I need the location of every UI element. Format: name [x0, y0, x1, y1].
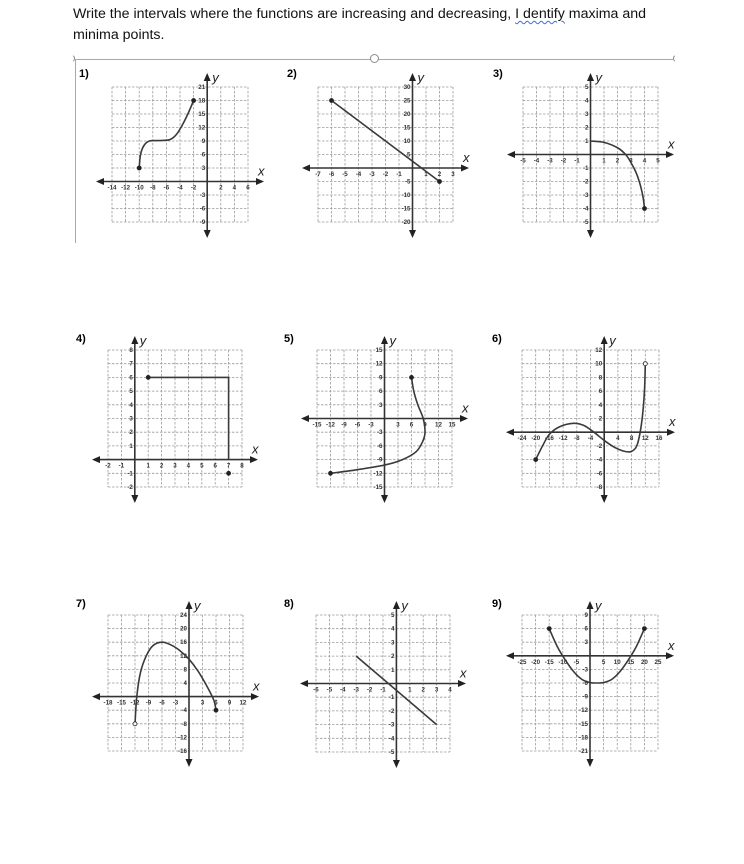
svg-text:3: 3	[451, 171, 455, 178]
coordinate-graph-6	[502, 330, 679, 513]
closed-endpoint	[227, 471, 231, 475]
svg-text:6: 6	[379, 388, 383, 396]
closed-endpoint	[146, 375, 150, 379]
arrow-right-icon	[461, 165, 469, 172]
svg-text:-9: -9	[145, 699, 152, 707]
svg-text:2: 2	[159, 462, 164, 470]
svg-text:1: 1	[602, 157, 606, 165]
svg-text:30: 30	[403, 84, 411, 91]
svg-text:3: 3	[129, 415, 133, 423]
arrow-right-icon	[667, 429, 675, 436]
svg-text:-3: -3	[582, 192, 589, 199]
svg-text:4: 4	[129, 401, 133, 409]
x-axis-label: x	[669, 414, 676, 430]
svg-text:-4: -4	[181, 707, 187, 715]
svg-text:8: 8	[598, 374, 603, 382]
arrow-down-icon	[601, 495, 608, 503]
svg-text:9: 9	[379, 374, 383, 382]
axes	[301, 333, 469, 503]
instructions-line-1	[73, 4, 693, 25]
svg-text:12: 12	[198, 124, 206, 132]
svg-text:8: 8	[183, 666, 187, 674]
arrow-down-icon	[131, 495, 138, 503]
svg-text:-12: -12	[326, 421, 335, 429]
svg-text:-2: -2	[388, 707, 395, 715]
svg-text:-12: -12	[130, 699, 140, 707]
svg-text:-3: -3	[582, 666, 588, 674]
svg-text:-15: -15	[579, 720, 588, 728]
svg-text:6: 6	[129, 374, 133, 382]
axes	[96, 70, 265, 238]
svg-text:16: 16	[655, 435, 663, 443]
closed-endpoint	[534, 458, 538, 462]
svg-text:8: 8	[240, 462, 244, 470]
arrow-down-icon	[381, 495, 388, 503]
svg-text:1: 1	[408, 686, 412, 694]
arrow-left-icon	[92, 693, 100, 700]
svg-text:12: 12	[595, 347, 603, 354]
svg-text:-1: -1	[388, 694, 395, 702]
table-resize-handle-left[interactable]	[66, 54, 75, 63]
svg-text:10: 10	[595, 360, 603, 368]
svg-text:-5: -5	[582, 219, 589, 226]
svg-text:21: 21	[198, 84, 206, 91]
problem-number: 7)	[76, 598, 86, 610]
coordinate-graph-8	[296, 595, 470, 778]
svg-text:6: 6	[598, 388, 603, 396]
svg-text:-4: -4	[340, 686, 346, 694]
svg-text:-25: -25	[517, 658, 527, 666]
svg-text:-4: -4	[596, 456, 603, 464]
y-axis-label: y	[139, 333, 147, 348]
problem-number: 1)	[79, 68, 89, 80]
svg-text:-4: -4	[388, 735, 395, 743]
arrow-left-icon	[302, 165, 310, 172]
arrow-down-icon	[587, 759, 594, 767]
svg-text:-6: -6	[328, 171, 335, 178]
arrow-down-icon	[587, 230, 594, 238]
arrow-right-icon	[250, 456, 258, 463]
svg-text:-16: -16	[544, 435, 554, 443]
arrow-right-icon	[666, 151, 674, 158]
svg-text:2: 2	[219, 184, 223, 192]
svg-text:-7: -7	[315, 171, 321, 178]
svg-text:-2: -2	[366, 686, 373, 694]
svg-text:16: 16	[180, 639, 187, 647]
svg-text:-2: -2	[582, 178, 589, 186]
arrow-right-icon	[251, 693, 259, 700]
svg-text:-3: -3	[199, 192, 206, 199]
problem-number: 5)	[284, 333, 294, 345]
svg-text:-12: -12	[178, 734, 187, 742]
svg-text:-3: -3	[368, 421, 374, 429]
svg-text:5: 5	[585, 84, 589, 91]
y-axis-label: y	[194, 598, 201, 613]
svg-text:-15: -15	[373, 484, 383, 491]
svg-text:4: 4	[585, 97, 589, 105]
svg-text:5: 5	[390, 612, 395, 619]
svg-text:-5: -5	[404, 178, 411, 186]
instructions-text	[73, 4, 693, 46]
svg-text:-9: -9	[582, 693, 588, 701]
svg-text:12: 12	[180, 652, 187, 660]
svg-text:5: 5	[407, 151, 411, 159]
svg-text:15: 15	[403, 124, 411, 132]
svg-text:-12: -12	[579, 707, 588, 715]
svg-text:3: 3	[173, 462, 177, 470]
svg-text:-6: -6	[582, 680, 588, 687]
axes	[302, 70, 470, 238]
y-axis-label: y	[595, 598, 602, 613]
svg-text:6: 6	[214, 699, 218, 707]
svg-text:2: 2	[615, 157, 620, 165]
coordinate-graph-2	[298, 67, 473, 248]
svg-text:1: 1	[424, 171, 428, 178]
svg-text:-15: -15	[401, 205, 411, 213]
closed-endpoint	[330, 99, 334, 103]
svg-text:25: 25	[403, 97, 411, 105]
svg-text:-6: -6	[159, 699, 165, 707]
svg-text:3: 3	[390, 639, 395, 647]
svg-text:-20: -20	[401, 219, 411, 226]
svg-text:-5: -5	[573, 658, 580, 666]
problem-number: 2)	[287, 68, 297, 80]
arrow-right-icon	[666, 652, 674, 659]
svg-text:-4: -4	[587, 435, 594, 443]
arrow-left-icon	[301, 415, 309, 422]
svg-text:-2: -2	[596, 442, 603, 450]
svg-text:-12: -12	[558, 435, 568, 443]
arrow-left-icon	[506, 652, 514, 659]
svg-text:-12: -12	[121, 184, 131, 192]
arrow-up-icon	[204, 73, 211, 81]
svg-text:20: 20	[180, 625, 187, 633]
svg-text:9: 9	[227, 699, 232, 707]
table-resize-handle-middle[interactable]	[370, 54, 379, 63]
svg-text:-1: -1	[118, 462, 125, 470]
svg-text:-16: -16	[178, 748, 187, 755]
svg-text:-9: -9	[376, 456, 383, 464]
svg-text:-6: -6	[596, 470, 603, 478]
arrow-right-icon	[460, 415, 468, 422]
coordinate-graph-3	[503, 67, 678, 248]
svg-text:-9: -9	[199, 219, 206, 226]
y-axis-label: y	[401, 598, 408, 613]
svg-text:5: 5	[656, 157, 660, 165]
axes	[92, 333, 259, 503]
svg-text:25: 25	[654, 658, 662, 666]
svg-text:-9: -9	[341, 421, 347, 429]
svg-text:10: 10	[403, 138, 411, 145]
svg-text:-2: -2	[382, 171, 389, 178]
closed-endpoint	[547, 627, 551, 631]
svg-text:5: 5	[129, 388, 133, 396]
svg-text:6: 6	[213, 462, 217, 470]
svg-text:5: 5	[601, 658, 606, 666]
svg-text:4: 4	[448, 686, 452, 694]
arrow-up-icon	[186, 601, 193, 609]
svg-text:20: 20	[403, 111, 411, 118]
svg-text:-24: -24	[517, 435, 527, 443]
closed-endpoint	[329, 471, 333, 475]
closed-endpoint	[643, 207, 647, 211]
arrow-down-icon	[393, 760, 400, 768]
svg-text:-5: -5	[388, 749, 395, 756]
x-axis-label: x	[462, 400, 469, 416]
svg-text:3: 3	[396, 421, 400, 429]
svg-text:-18: -18	[579, 734, 588, 742]
svg-text:-3: -3	[547, 157, 553, 165]
problem-number: 9)	[492, 598, 502, 610]
svg-text:-2: -2	[127, 484, 133, 491]
instructions-text-part: maxima and	[564, 6, 647, 22]
svg-text:-4: -4	[582, 205, 589, 213]
svg-text:-4: -4	[177, 184, 183, 192]
svg-text:-6: -6	[376, 442, 383, 450]
svg-text:-20: -20	[531, 435, 541, 443]
arrow-right-icon	[458, 680, 466, 687]
svg-text:-8: -8	[574, 435, 580, 443]
x-axis-label: x	[252, 441, 259, 457]
svg-text:-21: -21	[579, 748, 588, 755]
svg-text:-6: -6	[313, 686, 319, 694]
spellcheck-flagged-word[interactable]: I dentify	[515, 6, 565, 22]
svg-text:7: 7	[226, 462, 231, 470]
arrow-up-icon	[601, 336, 608, 344]
svg-text:4: 4	[186, 462, 191, 470]
svg-text:-1: -1	[380, 686, 386, 694]
svg-text:-1: -1	[127, 470, 133, 478]
svg-text:6: 6	[409, 421, 414, 429]
svg-text:7: 7	[129, 360, 133, 368]
arrow-up-icon	[587, 73, 594, 81]
svg-text:-5: -5	[342, 171, 348, 178]
svg-text:3: 3	[585, 111, 589, 118]
arrow-up-icon	[409, 73, 416, 81]
y-axis-label: y	[417, 70, 424, 85]
svg-text:-10: -10	[134, 184, 144, 192]
svg-text:3: 3	[584, 639, 588, 647]
axes	[506, 333, 676, 503]
svg-text:12: 12	[435, 421, 442, 429]
svg-text:-20: -20	[531, 658, 541, 666]
arrow-left-icon	[92, 456, 100, 463]
y-axis-label: y	[609, 333, 616, 348]
svg-text:1: 1	[390, 666, 395, 674]
closed-endpoint	[214, 708, 218, 712]
svg-text:2: 2	[585, 124, 589, 132]
svg-text:3: 3	[200, 699, 205, 707]
svg-text:-1: -1	[396, 171, 402, 178]
svg-text:2: 2	[129, 429, 133, 437]
svg-text:4: 4	[598, 401, 603, 409]
svg-text:4: 4	[232, 184, 237, 192]
svg-text:15: 15	[375, 347, 383, 354]
closed-endpoint	[410, 375, 414, 379]
svg-text:-1: -1	[582, 165, 589, 172]
svg-text:-6: -6	[199, 205, 206, 213]
svg-text:6: 6	[584, 625, 588, 633]
problem-number: 8)	[284, 598, 294, 610]
svg-text:-5: -5	[520, 157, 526, 165]
svg-text:-3: -3	[369, 171, 375, 178]
svg-text:9: 9	[584, 612, 588, 619]
svg-text:4: 4	[390, 625, 395, 633]
svg-text:-2: -2	[190, 184, 197, 192]
svg-text:-3: -3	[353, 686, 359, 694]
coordinate-graph-1	[92, 67, 268, 248]
svg-text:15: 15	[448, 421, 456, 429]
svg-text:1: 1	[585, 138, 589, 145]
axes	[300, 598, 467, 768]
arrow-up-icon	[131, 336, 138, 344]
svg-text:3: 3	[434, 686, 439, 694]
svg-text:-14: -14	[107, 184, 117, 192]
y-axis-label: y	[595, 70, 602, 85]
x-axis-label: x	[668, 136, 675, 152]
svg-text:2: 2	[421, 686, 425, 694]
coordinate-graph-4	[88, 330, 262, 513]
svg-text:-18: -18	[103, 699, 113, 707]
x-axis-label: x	[668, 637, 675, 653]
arrow-left-icon	[506, 429, 514, 436]
svg-text:4: 4	[642, 157, 647, 165]
function-curve	[139, 101, 193, 169]
problem-number: 4)	[76, 333, 86, 345]
svg-text:12: 12	[375, 360, 383, 368]
arrow-right-icon	[256, 178, 264, 185]
y-axis-label: y	[212, 70, 219, 85]
svg-text:9: 9	[423, 421, 427, 429]
table-resize-handle-right[interactable]	[673, 54, 682, 63]
instructions-line-2: minima points.	[73, 27, 165, 43]
svg-text:-8: -8	[150, 184, 156, 192]
open-endpoint	[133, 722, 137, 726]
axes	[507, 70, 675, 238]
svg-text:9: 9	[201, 138, 206, 145]
arrow-up-icon	[587, 601, 594, 609]
svg-text:1: 1	[146, 462, 150, 470]
svg-text:6: 6	[201, 151, 206, 159]
svg-text:24: 24	[180, 612, 187, 619]
svg-text:2: 2	[390, 653, 395, 661]
table-border-left	[75, 59, 76, 243]
svg-text:8: 8	[129, 347, 133, 354]
grid-lines	[318, 87, 453, 222]
svg-text:10: 10	[613, 658, 621, 666]
arrow-left-icon	[96, 178, 104, 185]
svg-text:4: 4	[183, 680, 187, 687]
svg-text:-3: -3	[172, 699, 179, 707]
svg-text:3: 3	[201, 165, 206, 172]
svg-text:12: 12	[239, 699, 247, 707]
svg-text:-10: -10	[558, 658, 568, 666]
svg-text:1: 1	[129, 442, 133, 450]
svg-text:5: 5	[200, 462, 204, 470]
svg-text:-6: -6	[163, 184, 170, 192]
svg-text:-2: -2	[105, 462, 111, 470]
grid-lines	[522, 350, 659, 487]
x-axis-label: x	[460, 665, 467, 681]
problem-number: 6)	[492, 333, 502, 345]
x-axis-label: x	[463, 150, 470, 165]
arrow-up-icon	[381, 336, 388, 344]
coordinate-graph-9	[502, 595, 678, 777]
svg-text:4: 4	[616, 435, 620, 443]
svg-text:3: 3	[379, 401, 383, 409]
svg-text:-10: -10	[401, 192, 411, 199]
open-endpoint	[643, 362, 647, 366]
svg-text:-12: -12	[373, 470, 383, 478]
svg-text:8: 8	[629, 435, 634, 443]
coordinate-graph-7	[88, 595, 263, 777]
svg-text:15: 15	[198, 111, 206, 118]
svg-text:20: 20	[640, 658, 648, 666]
arrow-left-icon	[300, 680, 308, 687]
svg-text:2: 2	[598, 415, 603, 423]
instructions-text-part: Write the intervals where the functions are increasing and decreasing,	[73, 6, 516, 22]
svg-text:-15: -15	[117, 699, 126, 707]
closed-endpoint	[438, 180, 442, 184]
svg-text:-3: -3	[388, 721, 395, 729]
arrow-down-icon	[186, 759, 193, 767]
grid-lines	[112, 87, 248, 222]
svg-text:-8: -8	[181, 720, 187, 728]
closed-endpoint	[137, 166, 141, 170]
arrow-down-icon	[409, 230, 416, 238]
closed-endpoint	[642, 627, 646, 631]
svg-text:6: 6	[246, 184, 250, 192]
svg-text:-3: -3	[376, 429, 383, 437]
svg-text:2: 2	[437, 171, 442, 178]
svg-text:-1: -1	[574, 157, 580, 165]
arrow-down-icon	[204, 230, 211, 238]
svg-text:-4: -4	[355, 171, 362, 178]
svg-text:-2: -2	[560, 157, 567, 165]
svg-text:18: 18	[198, 97, 206, 105]
svg-text:15: 15	[627, 658, 635, 666]
svg-text:-15: -15	[544, 658, 554, 666]
tick-labels	[108, 84, 251, 226]
arrow-left-icon	[507, 151, 515, 158]
closed-endpoint	[192, 99, 196, 103]
arrow-up-icon	[393, 601, 400, 609]
grid-lines	[108, 615, 243, 751]
svg-text:-15: -15	[312, 421, 322, 429]
problem-number: 3)	[493, 68, 503, 80]
x-axis-label: x	[253, 678, 260, 694]
svg-text:-8: -8	[596, 484, 603, 491]
svg-text:12: 12	[641, 435, 649, 443]
svg-text:3: 3	[629, 157, 633, 165]
x-axis-label: x	[258, 163, 265, 179]
y-axis-label: y	[389, 333, 396, 348]
axes	[92, 598, 260, 767]
svg-text:-6: -6	[354, 421, 361, 429]
svg-text:-4: -4	[533, 157, 540, 165]
svg-text:-5: -5	[326, 686, 333, 694]
coordinate-graph-5	[297, 330, 472, 513]
